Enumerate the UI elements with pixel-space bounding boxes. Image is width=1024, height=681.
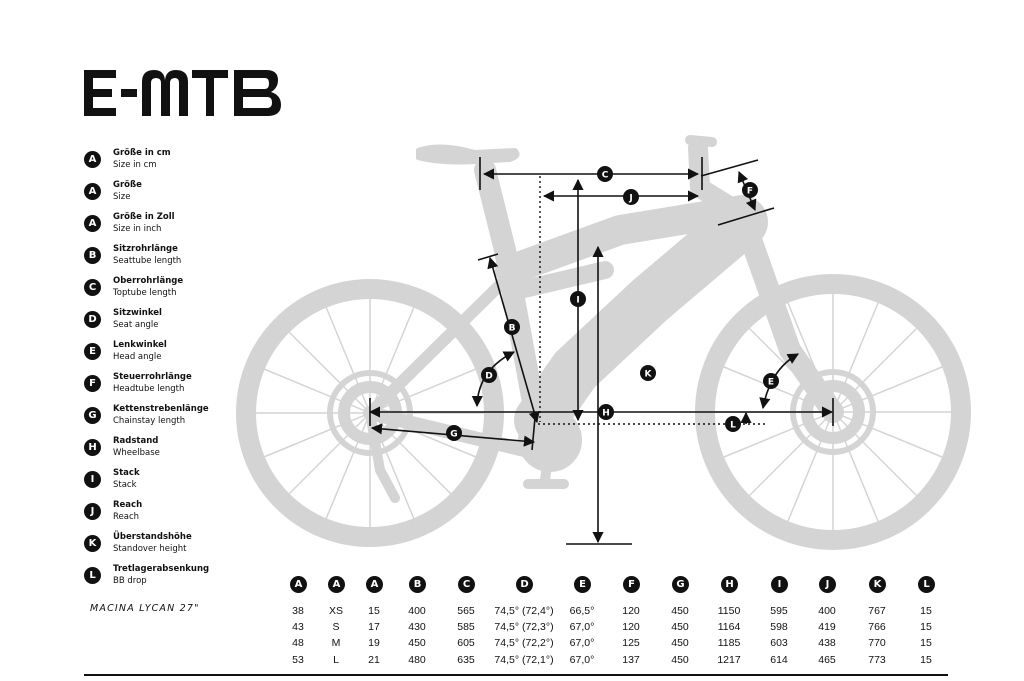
legend-badge: L — [84, 567, 101, 584]
legend-label-de: Stack — [113, 468, 140, 478]
legend-badge: J — [84, 503, 101, 520]
table-cell: XS — [328, 605, 343, 617]
table-cell: 48 — [292, 637, 304, 649]
table-cell: 21 — [368, 654, 380, 666]
svg-text:L: L — [730, 420, 736, 431]
table-cell: 67,0° — [569, 637, 595, 649]
table-cell: 766 — [868, 621, 886, 633]
legend-label-en: Chainstay length — [113, 416, 186, 426]
legend-badge: D — [84, 311, 101, 328]
table-cell: 66,5° — [569, 605, 595, 617]
legend-label-de: Sitzrohrlänge — [113, 244, 178, 254]
svg-text:D: D — [485, 371, 493, 382]
bottom-rule — [84, 674, 948, 676]
legend-label-en: Toptube length — [113, 288, 177, 298]
legend-label-de: Größe in cm — [113, 148, 171, 158]
table-cell: 1164 — [717, 621, 741, 633]
table-cell: 450 — [671, 621, 689, 633]
table-cell: 585 — [457, 621, 475, 633]
legend-badge: E — [84, 343, 101, 360]
table-cell: 1217 — [717, 654, 741, 666]
table-cell: 53 — [292, 654, 304, 666]
legend-label-de: Oberrohrlänge — [113, 276, 184, 286]
table-cell: S — [332, 621, 340, 633]
svg-text:I: I — [576, 295, 580, 306]
table-cell: 770 — [868, 637, 886, 649]
table-cell: 773 — [868, 654, 886, 666]
column-header: B — [409, 576, 426, 593]
table-cell: 74,5° (72,4°) — [494, 605, 554, 617]
svg-text:H: H — [602, 408, 610, 419]
column-header: I — [771, 576, 788, 593]
column-header: J — [819, 576, 836, 593]
table-cell: 137 — [622, 654, 640, 666]
legend-label-en: Stack — [113, 480, 137, 490]
table-cell: 450 — [671, 637, 689, 649]
table-cell: 125 — [622, 637, 640, 649]
table-cell: 67,0° — [569, 654, 595, 666]
diagram-label-j — [623, 189, 639, 205]
column-header: H — [721, 576, 738, 593]
table-cell: 74,5° (72,3°) — [494, 621, 554, 633]
table-cell: 419 — [818, 621, 836, 633]
table-cell: 15 — [368, 605, 380, 617]
table-cell: 19 — [368, 637, 380, 649]
svg-text:G: G — [450, 429, 458, 440]
legend-label-de: Kettenstrebenlänge — [113, 404, 209, 414]
legend-badge: A — [84, 215, 101, 232]
table-cell: 767 — [868, 605, 886, 617]
diagram-label-h — [598, 404, 614, 420]
legend-label-en: Size in inch — [113, 224, 162, 234]
svg-text:B: B — [508, 323, 516, 334]
table-cell: 400 — [818, 605, 836, 617]
table-cell: M — [331, 637, 341, 649]
table-cell: 598 — [770, 621, 788, 633]
legend-label-de: Größe in Zoll — [113, 212, 175, 222]
legend-label-en: BB drop — [113, 576, 147, 586]
table-cell: 603 — [770, 637, 788, 649]
column-header: A — [290, 576, 307, 593]
table-cell: 1150 — [717, 605, 741, 617]
svg-text:C: C — [601, 170, 609, 181]
legend-label-de: Radstand — [113, 436, 159, 446]
diagram-label-g — [446, 425, 462, 441]
column-header: K — [869, 576, 886, 593]
legend-label-de: Überstandshöhe — [113, 532, 192, 542]
table-cell: 43 — [292, 621, 304, 633]
legend-label-de: Reach — [113, 500, 143, 510]
table-cell: 565 — [457, 605, 475, 617]
legend-label-de: Sitzwinkel — [113, 308, 162, 318]
table-cell: 15 — [920, 621, 932, 633]
legend-badge: F — [84, 375, 101, 392]
diagram-label-i — [570, 291, 586, 307]
table-cell: 450 — [671, 605, 689, 617]
column-header: F — [623, 576, 640, 593]
legend-badge: I — [84, 471, 101, 488]
table-cell: 17 — [368, 621, 380, 633]
legend-label-en: Standover height — [113, 544, 187, 554]
legend-label-en: Seat angle — [113, 320, 159, 330]
legend-badge: K — [84, 535, 101, 552]
legend-badge: A — [84, 183, 101, 200]
table-cell: 15 — [920, 637, 932, 649]
model-name: MACINA LYCAN 27" — [90, 603, 200, 614]
table-cell: 614 — [770, 654, 788, 666]
legend-badge: C — [84, 279, 101, 296]
table-cell: 74,5° (72,1°) — [494, 654, 554, 666]
table-cell: 15 — [920, 605, 932, 617]
legend-label-de: Größe — [113, 180, 142, 190]
legend-label-en: Seattube length — [113, 256, 182, 266]
diagram-label-e — [763, 373, 779, 389]
table-cell: 450 — [671, 654, 689, 666]
table-cell: 438 — [818, 637, 836, 649]
table-cell: 635 — [457, 654, 475, 666]
legend-label-en: Head angle — [113, 352, 162, 362]
table-cell: 38 — [292, 605, 304, 617]
table-cell: 120 — [622, 605, 640, 617]
legend-label-de: Steuerrohrlänge — [113, 372, 192, 382]
diagram-label-b — [504, 319, 520, 335]
legend-badge: G — [84, 407, 101, 424]
legend-label-de: Tretlagerabsenkung — [113, 564, 210, 574]
legend-label-en: Wheelbase — [113, 448, 160, 458]
column-header: D — [516, 576, 533, 593]
legend-label-en: Size — [113, 192, 131, 202]
svg-text:E: E — [767, 377, 775, 388]
table-cell: 595 — [770, 605, 788, 617]
table-cell: 430 — [408, 621, 426, 633]
legend-label-de: Lenkwinkel — [113, 340, 167, 350]
svg-text:J: J — [629, 193, 633, 204]
column-header: G — [672, 576, 689, 593]
diagram-label-k — [640, 365, 656, 381]
column-header: E — [574, 576, 591, 593]
table-cell: 450 — [408, 637, 426, 649]
diagram-label-c — [597, 166, 613, 182]
legend-badge: H — [84, 439, 101, 456]
column-header: C — [458, 576, 475, 593]
diagram-label-f — [742, 182, 758, 198]
legend-label-en: Size in cm — [113, 160, 157, 170]
table-cell: 74,5° (72,2°) — [494, 637, 554, 649]
legend-badge: B — [84, 247, 101, 264]
table-cell: 120 — [622, 621, 640, 633]
svg-text:F: F — [746, 186, 754, 197]
svg-text:K: K — [644, 369, 652, 380]
legend-label-en: Reach — [113, 512, 140, 522]
legend-badge: A — [84, 151, 101, 168]
table-cell: 465 — [818, 654, 836, 666]
table-cell: 1185 — [717, 637, 741, 649]
column-header: L — [918, 576, 935, 593]
column-header: A — [366, 576, 383, 593]
diagram-label-d — [481, 367, 497, 383]
table-cell: 67,0° — [569, 621, 595, 633]
legend-label-en: Headtube length — [113, 384, 185, 394]
bike-silhouette — [246, 140, 961, 540]
diagram-label-l — [725, 416, 741, 432]
table-cell: 480 — [408, 654, 426, 666]
table-cell: L — [333, 654, 339, 666]
table-cell: 400 — [408, 605, 426, 617]
column-header: A — [328, 576, 345, 593]
table-cell: 605 — [457, 637, 475, 649]
table-cell: 15 — [920, 654, 932, 666]
